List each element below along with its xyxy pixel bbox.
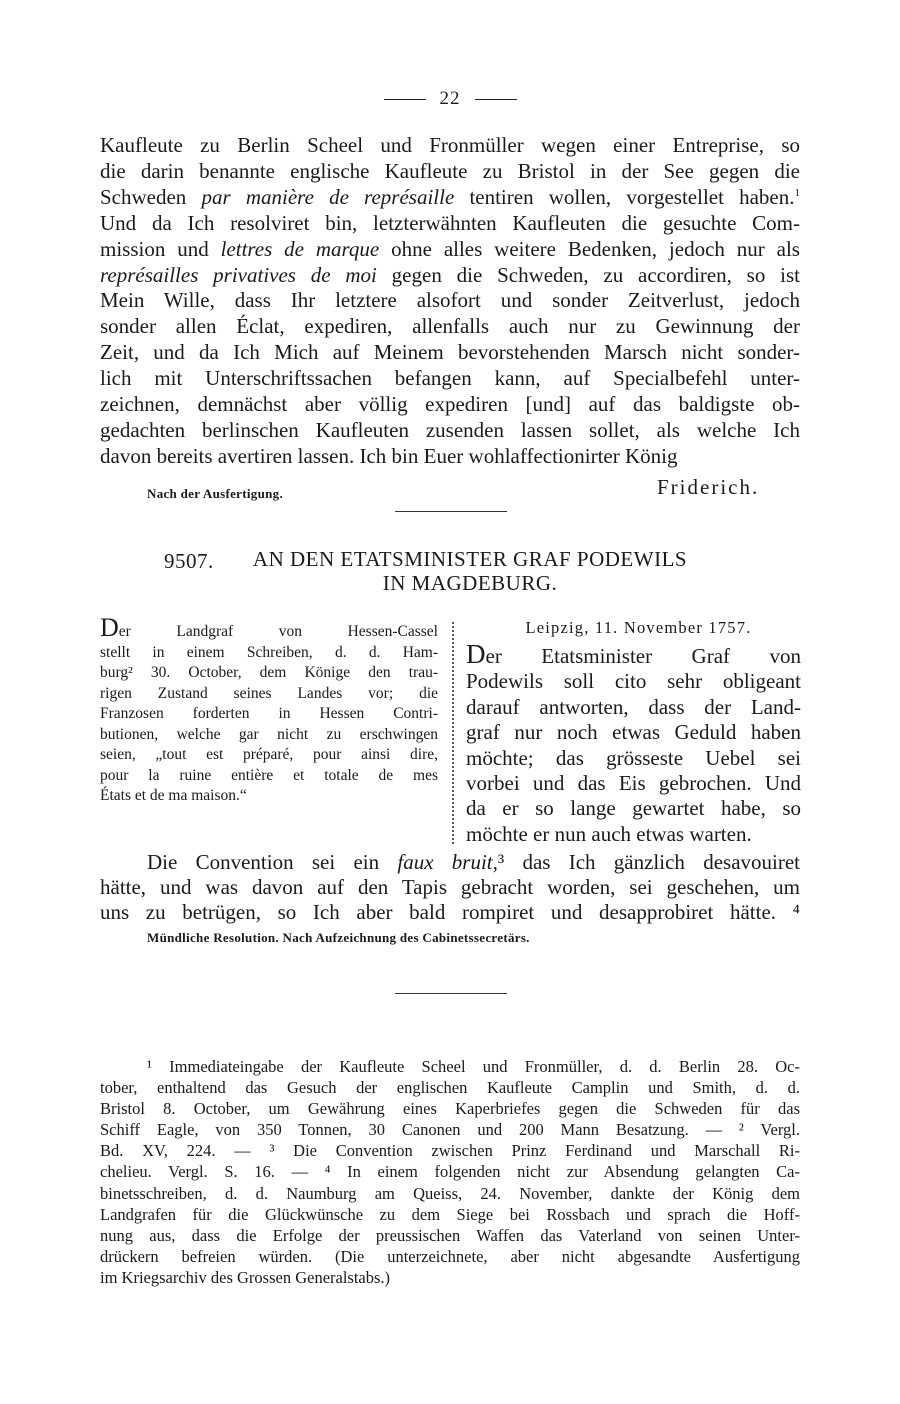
letter-line: davon bereits avertiren lassen. Ich bin Euer wohlaffectionirter König: [100, 443, 678, 468]
summary-line: Franzosen forderten in Hessen Contri-: [100, 705, 438, 722]
summary-line: butionen, welche gar nicht zu erschwingen: [100, 725, 438, 743]
summary-line: rigen Zustand seines Landes vor; die: [100, 684, 438, 702]
document-heading: [160, 547, 780, 595]
letter-line: Mein Wille, dass Ihr letztere alsofort und sonder Zeitverlust, jedoch: [100, 288, 800, 313]
letter-source-note: Nach der Ausfertigung.: [147, 486, 284, 501]
document-number: 9507.: [164, 549, 214, 573]
footnote-line: ¹ Immediateingabe der Kaufleute Scheel und Fronmüller, d. d. Berlin 28. Oc-: [147, 1057, 800, 1076]
dateline: Leipzig, 11. November 1757.: [525, 618, 752, 637]
footnote-line: tober, enthaltend das Gesuch der englischen Kaufleute Camplin und Smith, d. d.: [100, 1078, 800, 1098]
footnote-line: Bd. XV, 224. — ³ Die Convention zwischen Prinz Ferdinand und Marschall Ri-: [100, 1141, 800, 1161]
main-text-line: Podewils soll cito sehr obligeant: [466, 669, 801, 694]
heading-line-1: AN DEN ETATSMINISTER GRAF PODEWILS: [252, 547, 688, 571]
letter-line: Und da Ich resolviret bin, letzterwähnten Kaufleuten die gesuchte Com-: [100, 210, 800, 235]
letter-line: gedachten berlinschen Kaufleuten zusenden lassen sollet, als welche Ich: [100, 417, 800, 442]
continuation-line: uns zu betrügen, so Ich aber bald rompiret und desapprobiret hätte. ⁴: [100, 900, 800, 924]
letter-continuation-text: [100, 133, 800, 470]
footnote-line: drückern befreien würden. (Die unterzeichnete, aber nicht abgesandte Ausfertigung: [100, 1246, 800, 1266]
signature: Friderich.: [657, 475, 760, 499]
footnote-line: nung aus, dass die Erfolge der preussischen Waffen das Vaterland von seinen Unter-: [100, 1225, 800, 1245]
continuation-text: [100, 850, 800, 925]
continuation-line: Die Convention sei ein faux bruit,³ das Ich gänzlich desavouiret: [147, 850, 800, 874]
summary-line: stellt in einem Schreiben, d. d. Ham-: [100, 643, 438, 661]
main-text-line: da er so lange gewartet habe, so: [466, 796, 801, 821]
resolution-source-note: Mündliche Resolution. Nach Aufzeichnung des Cabinetssecretärs.: [147, 930, 530, 945]
continuation-line: hätte, und was davon auf den Tapis gebracht worden, sei geschehen, um: [100, 875, 800, 899]
summary-line: États et de ma maison.“: [100, 787, 247, 804]
page-number-dash-left: [384, 99, 426, 100]
footnote-line: chelieu. Vergl. S. 16. — ⁴ In einem folgenden nicht zur Absendung gelangten Ca-: [100, 1162, 800, 1182]
main-text-line: darauf antworten, dass der Land-: [466, 694, 801, 719]
footnote-line: Schiff Eagle, von 350 Tonnen, 30 Canonen und 200 Mann Besatzung. — ² Vergl.: [100, 1120, 800, 1140]
letter-line: représailles privatives de moi gegen die Schweden, zu accordiren, so ist: [100, 262, 800, 287]
page-number: [0, 88, 900, 110]
main-text-line: möchte; das grösseste Uebel sei: [466, 745, 801, 770]
main-text-line: graf nur noch etwas Geduld haben: [466, 720, 801, 745]
footnote-line: Landgrafen für die Glückwünsche zu dem Siege bei Rossbach und sprach die Hoff-: [100, 1204, 800, 1224]
footnote-line: im Kriegsarchiv des Grossen Generalstabs.): [100, 1267, 391, 1287]
letter-line: sonder allen Éclat, expediren, allenfalls auch nur zu Gewinnung der: [100, 314, 800, 339]
letter-line: lich mit Unterschriftssachen befangen kann, auf Specialbefehl unter-: [100, 366, 800, 391]
main-text-line: vorbei und das Eis gebrochen. Und: [466, 771, 801, 796]
summary-line: burg² 30. October, dem Könige den trau-: [100, 664, 438, 681]
text-column: [466, 618, 801, 847]
footnotes: [100, 1056, 800, 1288]
main-dropcap: D: [466, 639, 486, 669]
summary-line: Der Landgraf von Hessen-Cassel: [100, 613, 438, 642]
footnote-line: binetsschreiben, d. d. Naumburg am Queiss, 24. November, dankte der König dem: [100, 1183, 800, 1203]
summary-column: [100, 613, 438, 807]
summary-line: pour la ruine entière et totale de mes: [100, 766, 438, 784]
section-divider: [395, 511, 507, 512]
footnote-divider: [395, 993, 507, 994]
page-number-dash-right: [475, 99, 517, 100]
letter-line: zeichnen, demnächst aber völlig expediren [und] auf das baldigste ob-: [100, 392, 800, 417]
main-text-line: Der Etatsminister Graf von: [466, 639, 801, 669]
letter-line: mission und lettres de marque ohne alles weitere Bedenken, jedoch nur als: [100, 236, 800, 261]
page-number-value: 22: [439, 88, 461, 109]
heading-line-2: IN MAGDEBURG.: [382, 571, 558, 595]
summary-line: seien, „tout est préparé, pour ainsi dire,: [100, 746, 438, 763]
letter-line: Zeit, und da Ich Mich auf Meinem bevorstehenden Marsch nicht sonder-: [100, 340, 800, 365]
letter-line: Schweden par manière de représaille tentiren wollen, vorgestellet haben.$^1$: [100, 184, 800, 209]
main-text-line: möchte er nun auch etwas warten.: [466, 821, 752, 846]
letter-line: Kaufleute zu Berlin Scheel und Fronmüller wegen einer Entreprise, so: [100, 133, 800, 157]
letter-line: die darin benannte englische Kaufleute zu Bristol in der See gegen die: [100, 158, 800, 183]
summary-dropcap: D: [100, 613, 119, 642]
footnote-line: Bristol 8. October, um Gewährung eines Kaperbriefes gegen die Schweden für das: [100, 1099, 800, 1119]
main-text: [466, 639, 801, 847]
column-divider: [452, 622, 454, 844]
